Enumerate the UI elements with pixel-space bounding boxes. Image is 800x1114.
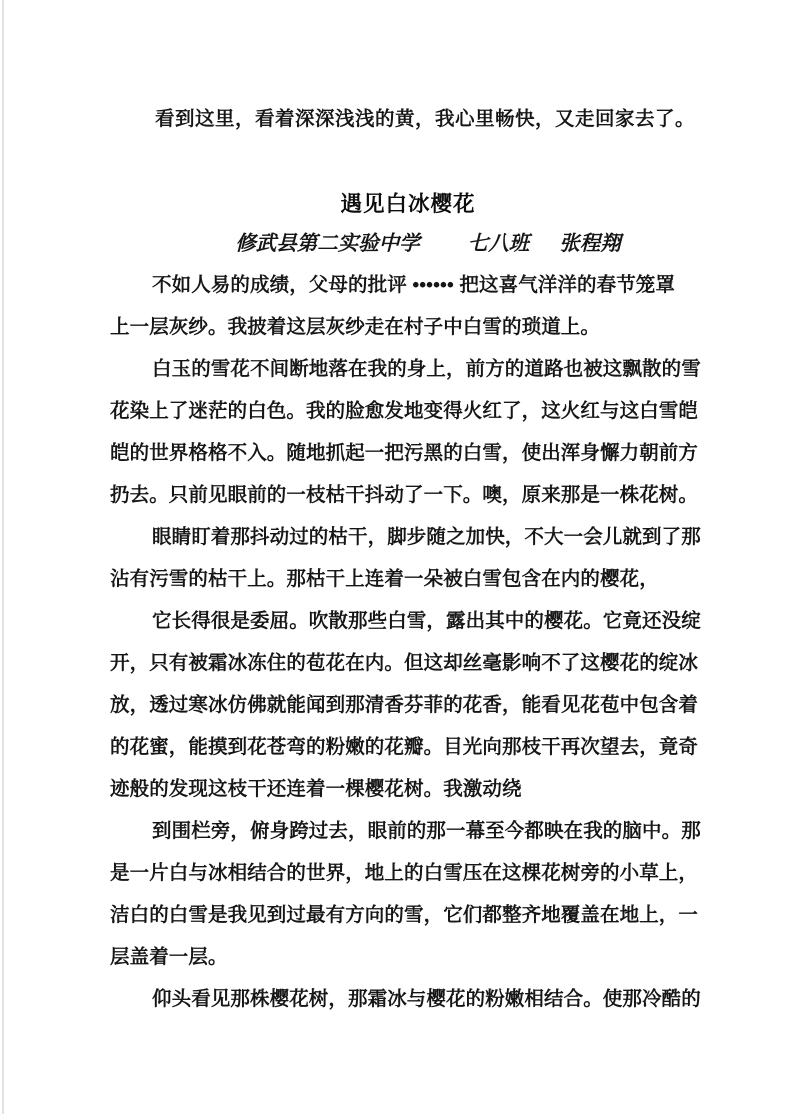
body-line: 皑的世界格格不入。随地抓起一把污黑的白雪，使出浑身懈力朝前方 bbox=[110, 442, 699, 464]
body-line: 的花蜜，能摸到花苍弯的粉嫩的花瓣。目光向那枝干再次望去，竟奇 bbox=[110, 736, 699, 758]
body-line: 扔去。只前见眼前的一枝枯干抖动了一下。噢，原来那是一株花树。 bbox=[110, 484, 699, 506]
body-line: 洁白的白雪是我见到过最有方向的雪，它们都整齐地覆盖在地上，一 bbox=[110, 904, 699, 926]
body-line: 到围栏旁，俯身跨过去，眼前的那一幕至今都映在我的脑中。那 bbox=[152, 820, 701, 842]
body-line: 放，透过寒冰仿佛就能闻到那清香芬菲的花香，能看见花苞中包含着 bbox=[110, 694, 699, 716]
body-line: 层盖着一层。 bbox=[110, 946, 228, 968]
body-line: 不如人易的成绩，父母的批评 •••••• 把这喜气洋洋的春节笼罩 bbox=[152, 274, 675, 296]
byline-school: 修武县第二实验中学 bbox=[235, 233, 420, 255]
previous-essay-closing-line: 看到这里，看着深深浅浅的黄，我心里畅快，又走回家去了。 bbox=[155, 108, 696, 130]
body-line: 是一片白与冰相结合的世界，地上的白雪压在这棵花树旁的小草上， bbox=[110, 862, 699, 884]
scan-left-edge bbox=[2, 0, 4, 1114]
byline-author: 张程翔 bbox=[559, 233, 621, 255]
byline-class: 七八班 bbox=[467, 233, 530, 255]
body-line: 开，只有被霜冰冻住的苞花在内。但这却丝毫影响不了这樱花的绽冰 bbox=[110, 652, 699, 674]
body-line: 沾有污雪的枯干上。那枯干上连着一朵被白雪包含在内的樱花， bbox=[110, 568, 659, 590]
body-line: 眼睛盯着那抖动过的枯干，脚步随之加快，不大一会儿就到了那 bbox=[152, 526, 701, 548]
essay-body bbox=[110, 264, 701, 1020]
body-line: 上一层灰纱。我披着这层灰纱走在村子中白雪的琐道上。 bbox=[110, 316, 601, 338]
body-line: 它长得很是委屈。吹散那些白雪，露出其中的樱花。它竟还没绽 bbox=[152, 610, 701, 632]
byline bbox=[28, 226, 800, 256]
essay-title: 遇见白冰樱花 bbox=[340, 192, 476, 216]
body-line: 仰头看见那株樱花树，那霜冰与樱花的粉嫩相结合。使那冷酷的 bbox=[152, 988, 701, 1010]
body-line: 白玉的雪花不间断地落在我的身上，前方的道路也被这飘散的雪 bbox=[152, 358, 701, 380]
body-line: 迹般的发现这枝干还连着一棵樱花树。我激动绕 bbox=[110, 778, 522, 800]
body-line: 花染上了迷茫的白色。我的脸愈发地变得火红了，这火红与这白雪皑 bbox=[110, 400, 699, 422]
